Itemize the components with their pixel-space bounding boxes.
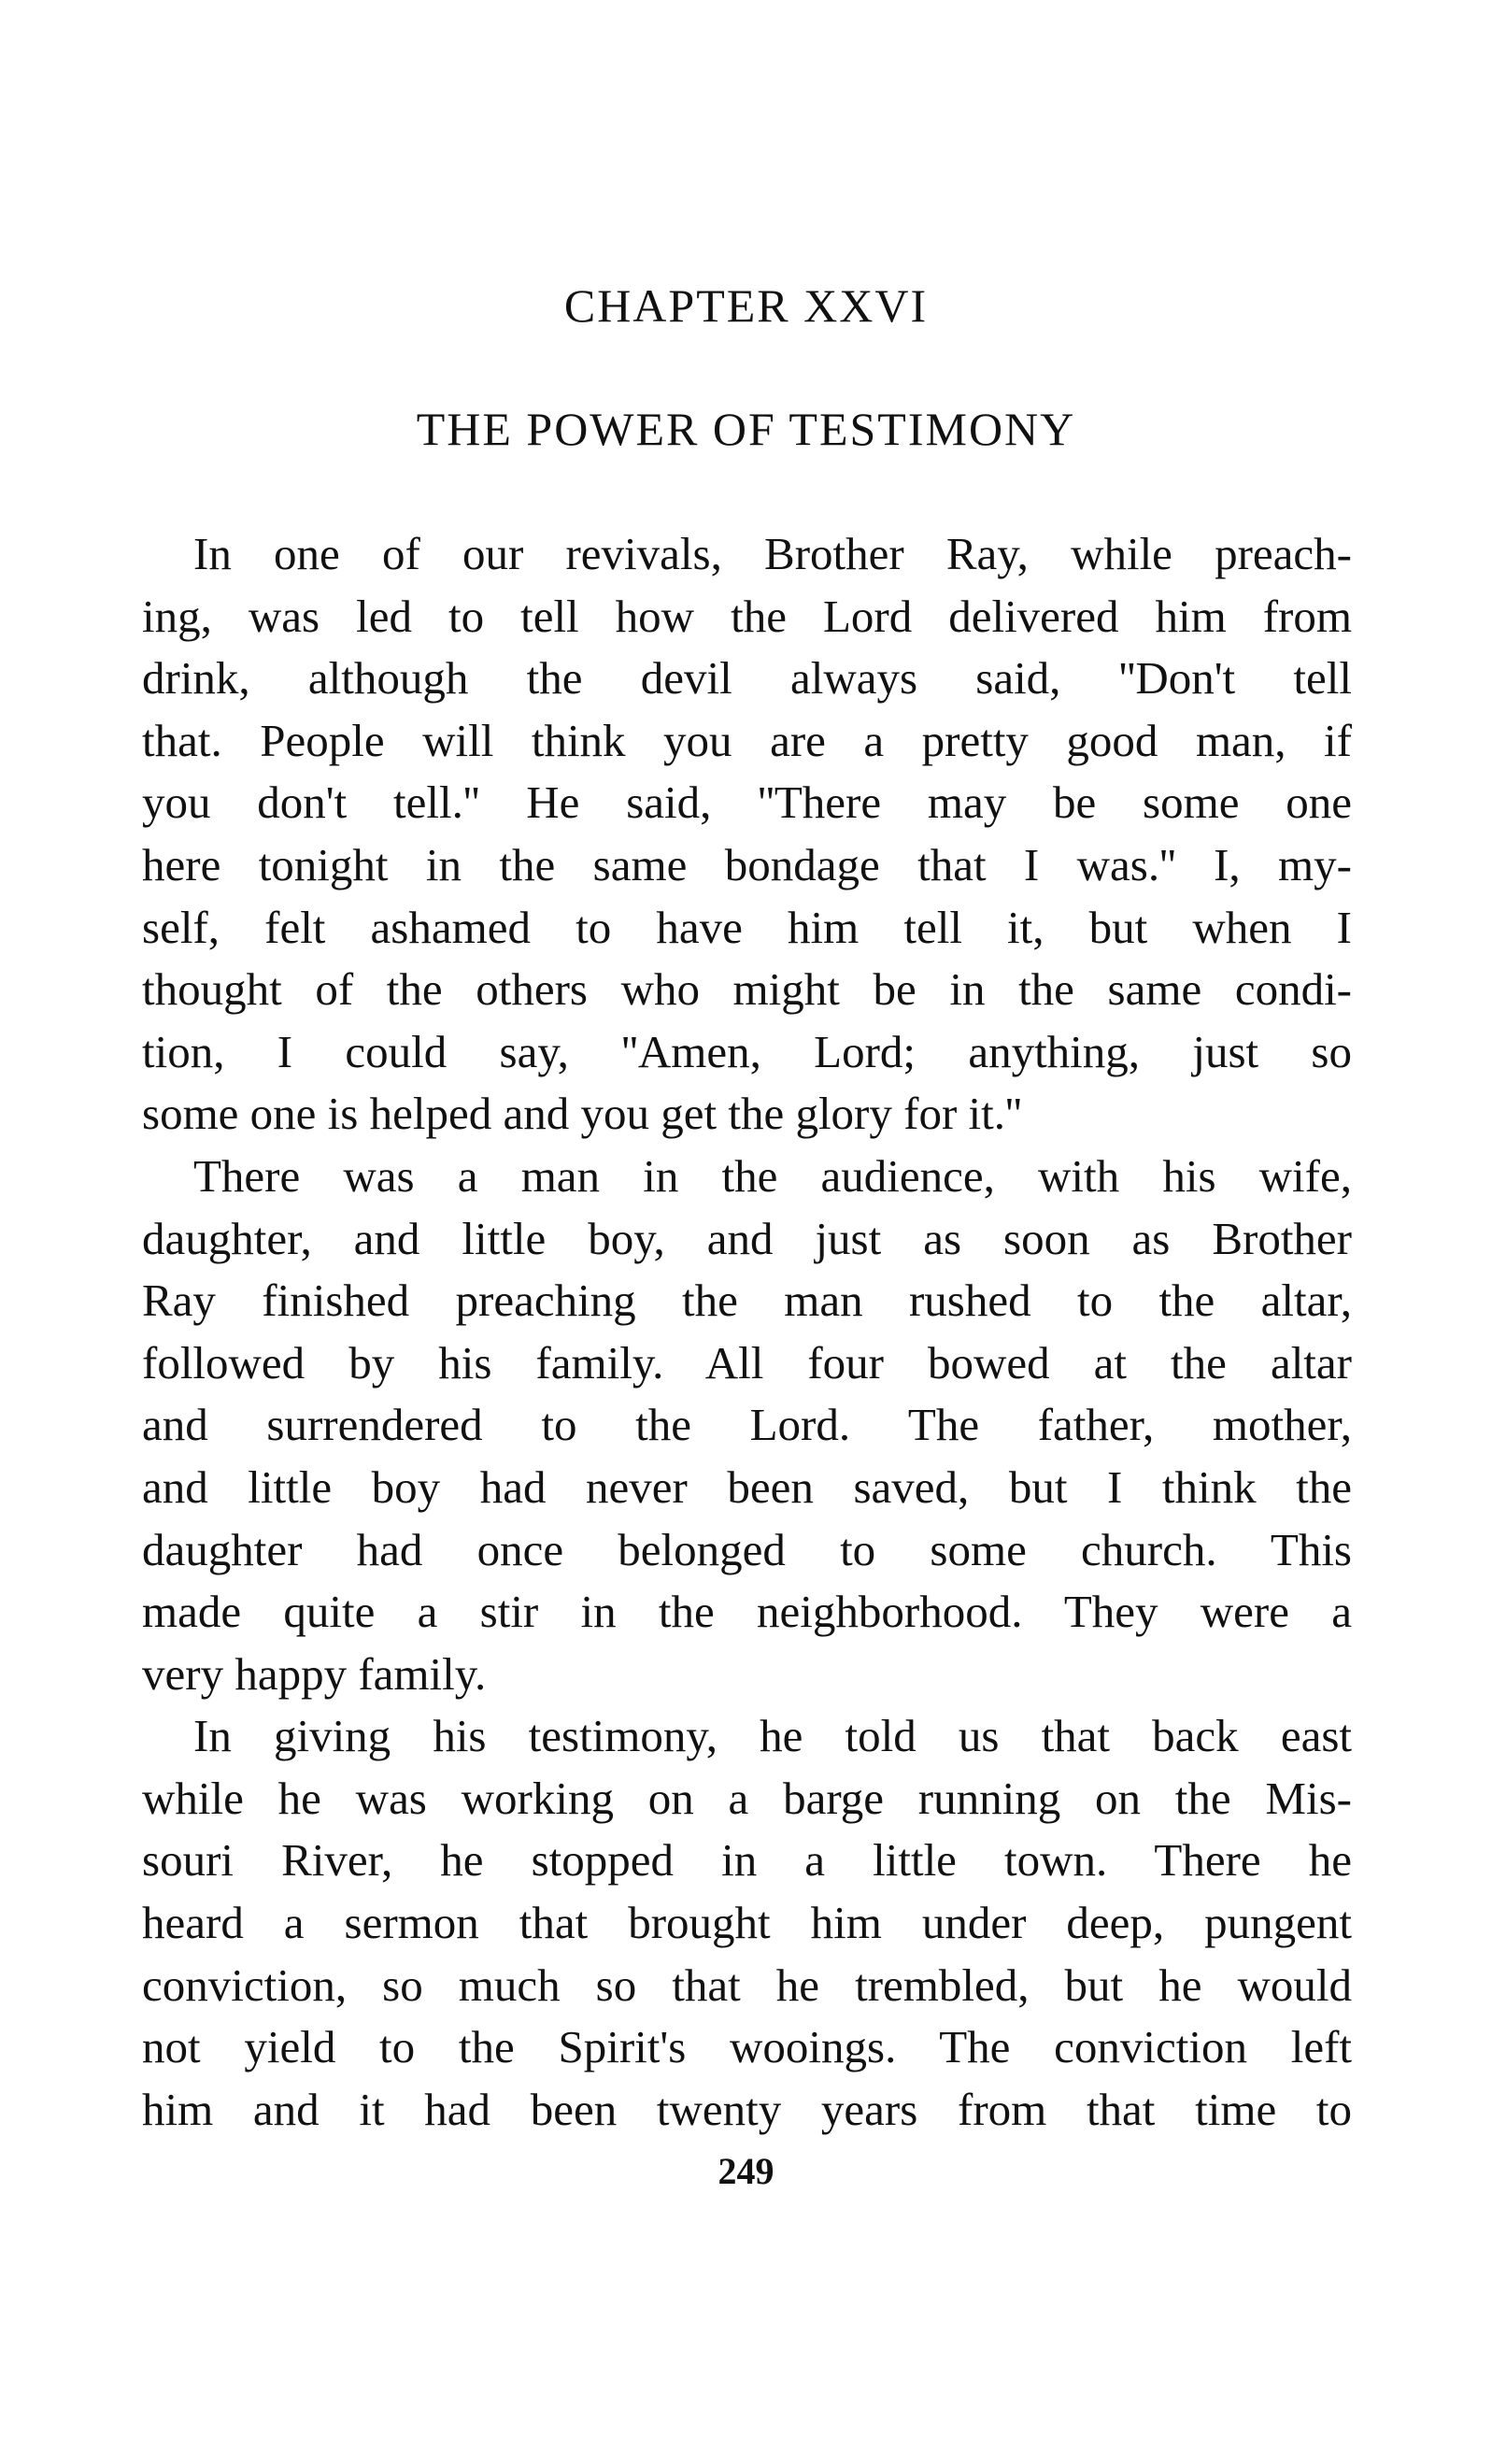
text-line: daughter had once belonged to some church. This bbox=[142, 1523, 1352, 1575]
text-line: drink, although the devil always said, ''Don't tell bbox=[142, 652, 1352, 705]
text-line: followed by his family. All four bowed at the altar bbox=[142, 1336, 1352, 1389]
text-line: tion, I could say, ''Amen, Lord; anything, just so bbox=[142, 1025, 1352, 1077]
chapter-number: CHAPTER XXVI bbox=[563, 279, 929, 332]
text-line: souri River, he stopped in a little town. There he bbox=[142, 1834, 1352, 1887]
chapter-title: THE POWER OF TESTIMONY bbox=[416, 403, 1076, 455]
text-line: made quite a stir in the neighborhood. They were a bbox=[142, 1586, 1352, 1638]
text-line: you don't tell.'' He said, ''There may be some one bbox=[142, 776, 1352, 829]
text-line: heard a sermon that brought him under deep, pungent bbox=[142, 1897, 1352, 1949]
text-line: him and it had been twenty years from that time to bbox=[142, 2083, 1352, 2135]
body-text bbox=[142, 523, 1352, 2141]
text-line: and little boy had never been saved, but I think the bbox=[142, 1460, 1352, 1513]
text-line: There was a man in the audience, with his wife, bbox=[193, 1149, 1352, 1202]
text-line: that. People will think you are a pretty good man, if bbox=[142, 714, 1352, 766]
text-line: while he was working on a barge running on the Mis- bbox=[142, 1772, 1352, 1824]
text-line: self, felt ashamed to have him tell it, but when I bbox=[142, 901, 1352, 953]
text-line: Ray finished preaching the man rushed to the altar, bbox=[142, 1275, 1352, 1327]
paragraph-1 bbox=[142, 523, 1352, 1146]
text-line: very happy family. bbox=[142, 1647, 487, 1700]
text-line: daughter, and little boy, and just as soon as Brother bbox=[142, 1212, 1352, 1264]
paragraph-3 bbox=[142, 1705, 1352, 2141]
text-line: ing, was led to tell how the Lord delivered him from bbox=[142, 590, 1352, 642]
text-line: In giving his testimony, he told us that back east bbox=[193, 1710, 1352, 1762]
text-line: conviction, so much so that he trembled, but he would bbox=[142, 1958, 1352, 2011]
text-line: thought of the others who might be in the same condi- bbox=[142, 963, 1352, 1016]
paragraph-2 bbox=[142, 1146, 1352, 1705]
page-number: 249 bbox=[718, 2150, 774, 2192]
text-line: here tonight in the same bondage that I was.'' I, my- bbox=[142, 838, 1352, 890]
text-line: not yield to the Spirit's wooings. The conviction left bbox=[142, 2021, 1352, 2073]
text-line: In one of our revivals, Brother Ray, while preach- bbox=[193, 528, 1352, 579]
text-line: some one is helped and you get the glory for it.'' bbox=[142, 1088, 1022, 1140]
text-line: and surrendered to the Lord. The father, mother, bbox=[142, 1399, 1352, 1451]
